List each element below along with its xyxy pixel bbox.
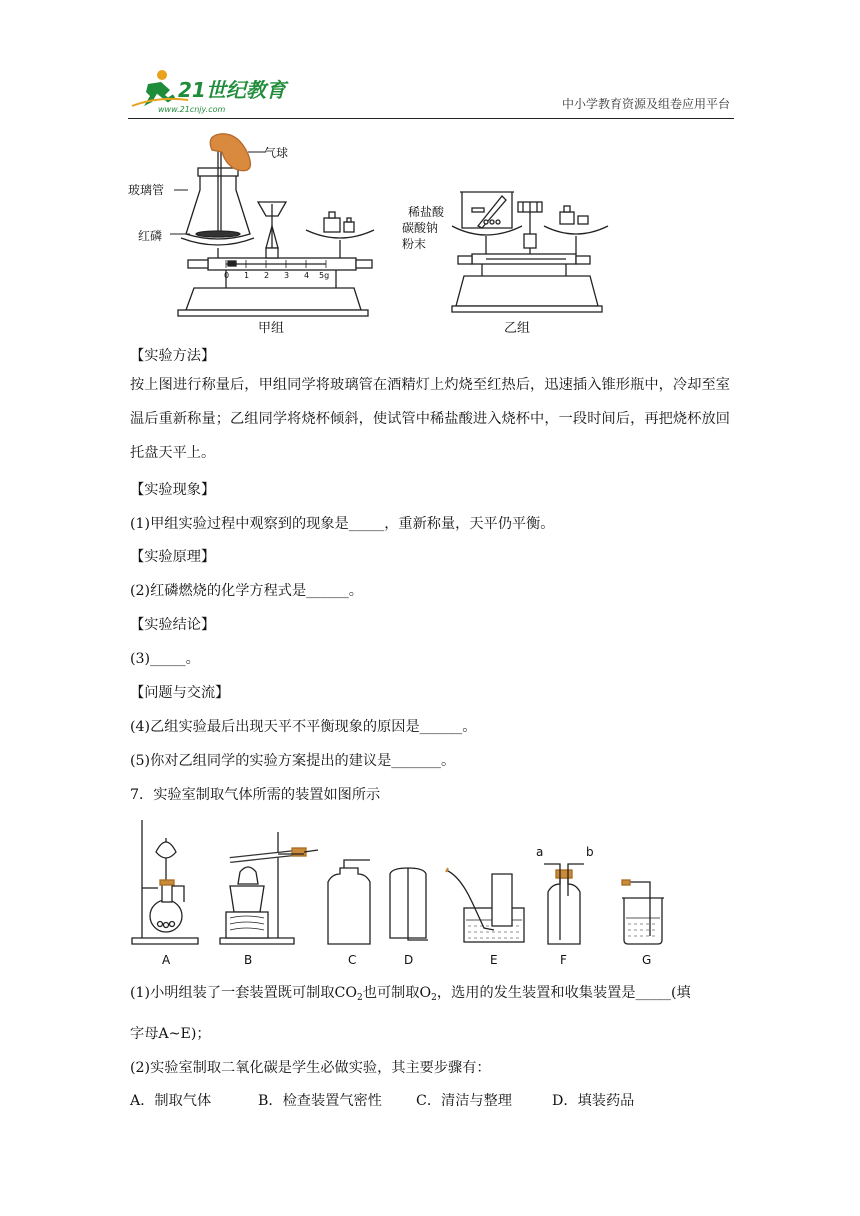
choice-b: B．检查装置气密性 bbox=[258, 1093, 382, 1109]
apparatus-b bbox=[220, 832, 318, 944]
principle-title: 【实验原理】 bbox=[130, 549, 216, 565]
label-a: A bbox=[162, 953, 171, 967]
label-g: G bbox=[642, 953, 652, 967]
balance-experiment-figure bbox=[126, 130, 626, 345]
gas-apparatus-figure bbox=[128, 812, 676, 974]
page-header bbox=[128, 66, 734, 119]
scale-number: 0 bbox=[224, 271, 230, 280]
group-a-caption: 甲组 bbox=[258, 321, 285, 336]
question-5: (5)你对乙组同学的实验方案提出的建议是_______。 bbox=[130, 753, 456, 769]
balloon-label: 气球 bbox=[264, 146, 289, 160]
glass-tube-label: 玻璃管 bbox=[128, 183, 165, 197]
q7-part2: (2)实验室制取二氧化碳是学生必做实验，其主要步骤有： bbox=[130, 1060, 491, 1076]
choice-d: D．填装药品 bbox=[552, 1093, 635, 1109]
group-b-caption: 乙组 bbox=[504, 321, 531, 336]
label-b: B bbox=[244, 953, 253, 967]
phenomenon-title: 【实验现象】 bbox=[130, 482, 216, 498]
scale-number: 1 bbox=[244, 271, 250, 280]
label-f: F bbox=[560, 953, 567, 967]
apparatus-a bbox=[132, 820, 198, 944]
apparatus-c bbox=[328, 860, 370, 944]
apparatus-e bbox=[446, 868, 524, 942]
scale-number: 5g bbox=[319, 271, 330, 280]
apparatus-d bbox=[390, 868, 428, 940]
red-phosphorus-label: 红磷 bbox=[138, 229, 163, 243]
logo bbox=[128, 66, 298, 116]
port-b-label: b bbox=[586, 845, 594, 859]
question-2: (2)红磷燃烧的化学方程式是______。 bbox=[130, 583, 363, 599]
apparatus-f bbox=[544, 864, 584, 944]
q7-part1-line2: 字母A~E)； bbox=[130, 1026, 211, 1042]
powder-label: 粉末 bbox=[402, 237, 427, 251]
method-text: 按上图进行称量后，甲组同学将玻璃管在酒精灯上灼烧至红热后，迅速插入锥形瓶中，冷却至室温后重新称量；乙组同学将烧杯倾斜，使试管中稀盐酸进入烧杯中，一段时间后，再把烧杯放回托盘天平上。 bbox=[130, 377, 730, 461]
scale-number: 4 bbox=[304, 271, 310, 280]
port-a-label: a bbox=[536, 845, 544, 859]
group-a-apparatus bbox=[170, 134, 374, 316]
question-4: (4)乙组实验最后出现天平不平衡现象的原因是______。 bbox=[130, 719, 477, 735]
question-7-title: 7．实验室制取气体所需的装置如图所示 bbox=[130, 787, 381, 803]
svg-text:www.21cnjy.com: www.21cnjy.com bbox=[158, 105, 226, 114]
choice-a: A．制取气体 bbox=[130, 1093, 212, 1109]
label-e: E bbox=[490, 953, 498, 967]
scale-number: 3 bbox=[284, 271, 290, 280]
svg-text:21世纪教育: 21世纪教育 bbox=[178, 78, 286, 102]
method-title: 【实验方法】 bbox=[130, 348, 216, 364]
group-b-apparatus bbox=[452, 192, 608, 312]
platform-name: 中小学教育资源及组卷应用平台 bbox=[561, 97, 730, 111]
question-1: (1)甲组实验过程中观察到的现象是_____，重新称量，天平仍平衡。 bbox=[130, 516, 555, 532]
sodium-carbonate-label: 碳酸钠 bbox=[402, 221, 439, 235]
dilute-hcl-label: 稀盐酸 bbox=[408, 205, 445, 219]
label-d: D bbox=[404, 953, 414, 967]
label-c: C bbox=[348, 953, 357, 967]
choice-c: C．清洁与整理 bbox=[416, 1093, 512, 1109]
scale-number: 2 bbox=[264, 271, 270, 280]
q7-part1: (1)小明组装了一套装置既可制取$CO_2$也可制取$O_2$，选用的发生装置和收集装置是_____(填 bbox=[130, 985, 691, 1003]
q7-choices bbox=[130, 1091, 634, 1111]
apparatus-g bbox=[622, 880, 664, 944]
discussion-title: 【问题与交流】 bbox=[130, 685, 230, 701]
conclusion-title: 【实验结论】 bbox=[130, 617, 216, 633]
question-3: (3)_____。 bbox=[130, 651, 200, 667]
